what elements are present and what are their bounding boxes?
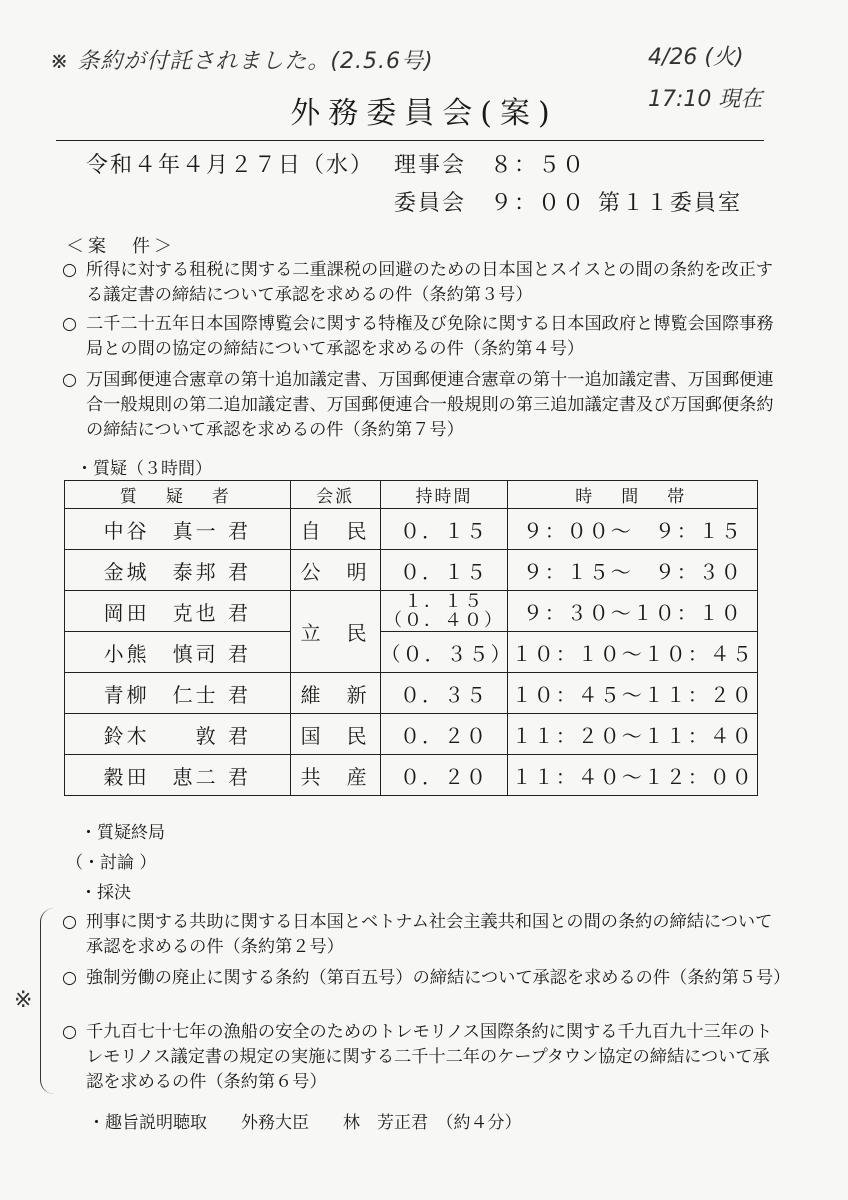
meeting-room: 第１１委員室 (598, 191, 743, 216)
referred-item-text: 強制労働の廃止に関する条約（第百五号）の締結について承認を求めるの件（条約第５号） (86, 968, 791, 988)
handwritten-referral-note: ※ 条約が付託されました。(2.5.6号) (50, 49, 434, 74)
time-slot: １０：１０～１０：４５ (508, 632, 758, 673)
party: 維 新 (290, 673, 380, 714)
table-header-row (65, 481, 758, 509)
questioner-name: 青柳 仁士 君 (65, 673, 291, 714)
allotted-time: ０．２０ (380, 714, 508, 755)
table-row (65, 591, 758, 632)
agenda-item-text: 万国郵便連合憲章の第十追加議定書、万国郵便連合憲章の第十一追加議定書、万国郵便連合一般規則の第二追加議定書、万国郵便連合一般規則の第三追加議定書及び万国郵便条約の締結について承認を求めるの件（条約第７号） (86, 370, 774, 440)
committee-meeting-time: 委員会 ９：００ (394, 191, 587, 216)
circle-bullet-icon: ○ (62, 1022, 77, 1042)
table-row (65, 673, 758, 714)
agenda-heading: ＜案 件＞ (66, 236, 176, 257)
board-meeting-time: 理事会 ８：５０ (394, 153, 587, 178)
referred-item-text: 千九百七十七年の漁船の安全のためのトレモリノス国際条約に関する千九百九十三年のトレモリノス議定書の規定の実施に関する二千十二年のケープタウン協定の締結について承認を求めるの件（条約第６号） (86, 1022, 773, 1092)
referred-item (62, 910, 782, 960)
handwritten-time: 17:10 現在 (648, 87, 763, 112)
time-slot: ９：１５～ ９：３０ (508, 550, 758, 591)
time-slot: １０：４５～１１：２０ (508, 673, 758, 714)
meeting-date: 令和４年４月２７日（水） (86, 153, 375, 178)
table-row (65, 714, 758, 755)
party: 自 民 (290, 509, 380, 550)
table-row (65, 509, 758, 550)
header-questioner: 質 疑 者 (65, 481, 291, 509)
time-slot: ９：００～ ９：１５ (508, 509, 758, 550)
circle-bullet-icon: ○ (62, 912, 77, 932)
referral-brace (40, 908, 55, 1094)
time-slot: ９：３０～１０：１０ (508, 591, 758, 632)
asterisk-mark-icon: ※ (14, 988, 33, 1013)
time-slot: １１：２０～１１：４０ (508, 714, 758, 755)
allotted-time (380, 591, 508, 632)
allotted-time: ０．３５ (380, 673, 508, 714)
header-allotted-time: 持時間 (380, 481, 508, 509)
circle-bullet-icon: ○ (62, 314, 77, 334)
allotted-time: ０．２０ (380, 755, 508, 796)
circle-bullet-icon: ○ (62, 968, 77, 988)
table-row (65, 755, 758, 796)
agenda-item (62, 258, 782, 308)
agenda-item (62, 368, 782, 443)
questioner-name: 岡田 克也 君 (65, 591, 291, 632)
questioner-name: 鈴木 敦 君 (65, 714, 291, 755)
allotted-time-share: （０．４０） (383, 610, 504, 631)
questioner-name: 穀田 恵二 君 (65, 755, 291, 796)
referred-item (62, 1020, 782, 1095)
time-slot: １１：４０～１２：００ (508, 755, 758, 796)
allotted-time-total: １．１５ (403, 591, 484, 612)
questioning-schedule-table (64, 480, 758, 796)
table-row (65, 550, 758, 591)
allotted-time: （０．３５） (380, 632, 508, 673)
allotted-time: ０．１５ (380, 509, 508, 550)
party: 立 民 (290, 591, 380, 673)
questioner-name: 中谷 真一 君 (65, 509, 291, 550)
header-time-slot: 時 間 帯 (508, 481, 758, 509)
handwritten-date: 4/26 (火) (648, 45, 744, 70)
circle-bullet-icon: ○ (62, 370, 77, 390)
title-divider (56, 140, 764, 141)
agenda-item (62, 312, 782, 362)
table-row (65, 632, 758, 673)
questioning-label: ・質疑（３時間） (76, 459, 212, 479)
step-vote: ・採決 (80, 883, 131, 903)
questioner-name: 金城 泰邦 君 (65, 550, 291, 591)
party: 公 明 (290, 550, 380, 591)
circle-bullet-icon: ○ (62, 260, 77, 280)
agenda-item-text: 二千二十五年日本国際博覧会に関する特権及び免除に関する日本国政府と博覧会国際事務局との間の協定の締結について承認を求めるの件（条約第４号） (86, 314, 774, 359)
questioner-name: 小熊 慎司 君 (65, 632, 291, 673)
party: 共 産 (290, 755, 380, 796)
document-title: 外務委員会(案) (290, 96, 558, 131)
agenda-item-text: 所得に対する租税に関する二重課税の回避のための日本国とスイスとの間の条約を改正する議定書の締結について承認を求めるの件（条約第３号） (86, 260, 773, 305)
step-debate: （・討論 ） (66, 853, 157, 873)
header-party: 会派 (290, 481, 380, 509)
allotted-time: ０．１５ (380, 550, 508, 591)
party: 国 民 (290, 714, 380, 755)
explanation-line: ・趣旨説明聴取 外務大臣 林 芳正君 （約４分） (88, 1113, 522, 1133)
referred-item (62, 966, 791, 991)
step-questioning-end: ・質疑終局 (80, 823, 165, 843)
referred-item-text: 刑事に関する共助に関する日本国とベトナム社会主義共和国との間の条約の締結について承認を求めるの件（条約第２号） (86, 912, 773, 957)
